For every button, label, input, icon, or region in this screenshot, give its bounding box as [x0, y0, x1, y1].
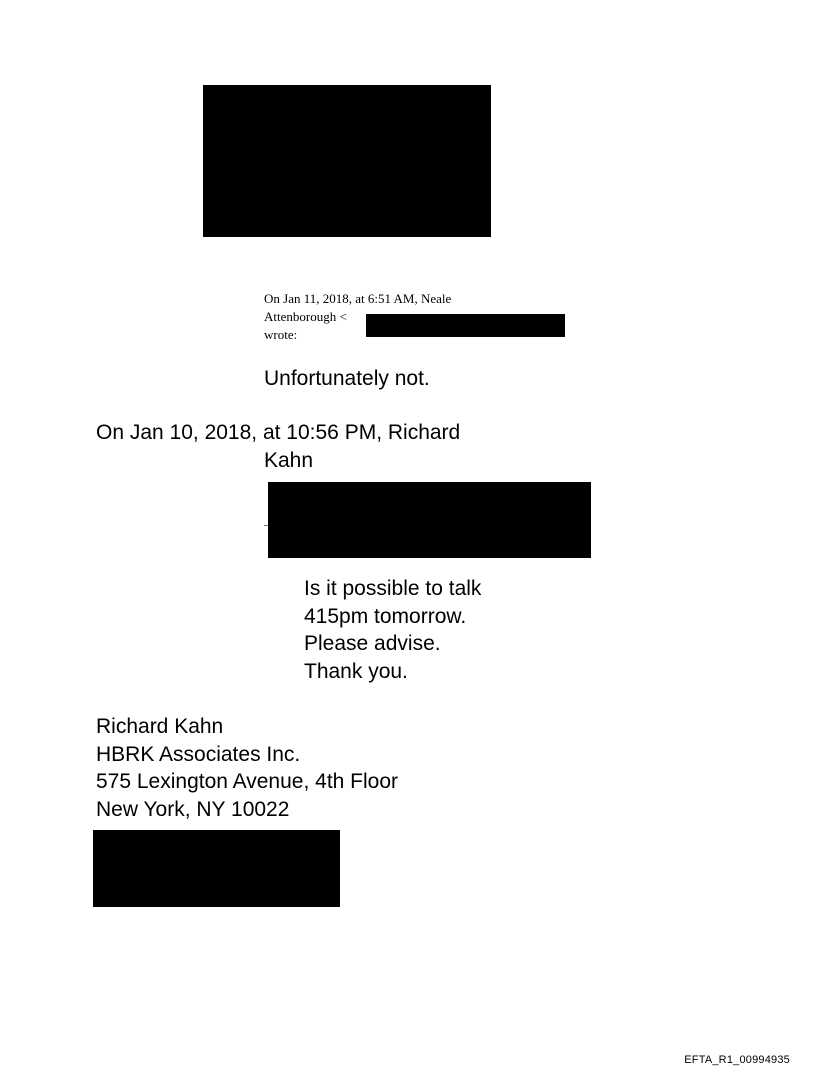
signature-name: Richard Kahn [96, 715, 224, 738]
message-body [304, 575, 481, 685]
message-line-1: Is it possible to talk [304, 577, 482, 600]
message-line-3: Please advise. [304, 632, 441, 655]
redaction-signature-contact [93, 830, 340, 907]
signature-company: HBRK Associates Inc. [96, 742, 301, 766]
quote-header-line-2: Attenborough < [264, 309, 347, 324]
message-line-2: 415pm tomorrow. [304, 604, 467, 628]
inner-header-line-2: Kahn [264, 449, 314, 472]
reply-text: Unfortunately not. [264, 367, 430, 390]
signature-city: New York, NY 10022 [96, 797, 290, 821]
message-line-4: Thank you. [304, 659, 408, 683]
quote-header-line-1: On Jan 11, 2018, at 6:51 AM, Neale [264, 291, 452, 306]
document-id: EFTA_R1_00994935 [684, 1054, 790, 1066]
redaction-block-top [203, 85, 491, 237]
inner-header-line-1: On Jan 10, 2018, at 10:56 PM, Richard [96, 421, 461, 444]
signature [96, 713, 398, 823]
signature-address: 575 Lexington Avenue, 4th Floor [96, 770, 399, 793]
quote-header-line-3: wrote: [264, 327, 298, 342]
redaction-email-neale [366, 314, 565, 337]
redaction-email-richard [268, 482, 591, 558]
